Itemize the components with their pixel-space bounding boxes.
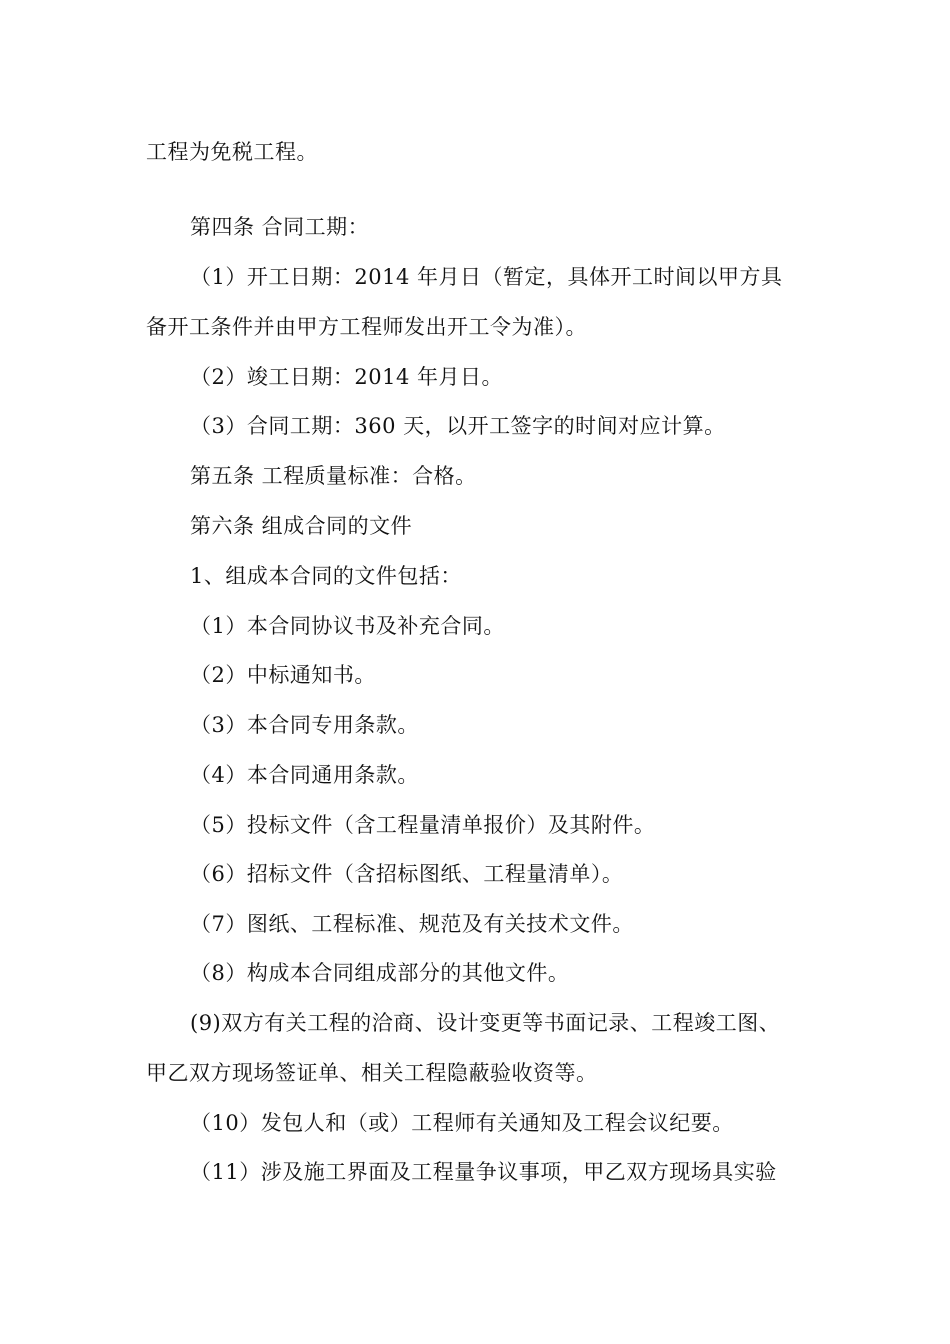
list-item-2: （2）中标通知书。 <box>190 663 376 687</box>
text-line-contract-period: （3）合同工期：360 天，以开工签字的时间对应计算。 <box>190 414 726 438</box>
list-item-10: （10）发包人和（或）工程师有关通知及工程会议纪要。 <box>190 1111 734 1135</box>
list-item-8: （8）构成本合同组成部分的其他文件。 <box>190 961 570 985</box>
list-item-5: （5）投标文件（含工程量清单报价）及其附件。 <box>190 813 656 837</box>
list-item-3: （3）本合同专用条款。 <box>190 713 419 737</box>
text-line-start-date-cont: 备开工条件并由甲方工程师发出开工令为准）。 <box>146 315 587 339</box>
list-item-9-cont: 甲乙双方现场签证单、相关工程隐蔽验收资等。 <box>146 1061 598 1085</box>
list-item-9: (9)双方有关工程的洽商、设计变更等书面记录、工程竣工图、 <box>190 1011 781 1035</box>
article-4-heading: 第四条 合同工期： <box>190 215 370 239</box>
text-line-documents-intro: 1、组成本合同的文件包括： <box>190 564 462 588</box>
text-line-tax-exempt: 工程为免税工程。 <box>146 140 318 164</box>
list-item-1: （1）本合同协议书及补充合同。 <box>190 614 505 638</box>
list-item-6: （6）招标文件（含招标图纸、工程量清单）。 <box>190 862 624 886</box>
list-item-7: （7）图纸、工程标准、规范及有关技术文件。 <box>190 912 634 936</box>
article-6-heading: 第六条 组成合同的文件 <box>190 514 413 538</box>
text-line-completion-date: （2）竣工日期：2014 年月日。 <box>190 365 503 389</box>
list-item-11: （11）涉及施工界面及工程量争议事项，甲乙双方现场具实验 <box>190 1160 777 1184</box>
list-item-4: （4）本合同通用条款。 <box>190 763 419 787</box>
article-5-heading: 第五条 工程质量标准：合格。 <box>190 464 477 488</box>
text-line-start-date: （1）开工日期：2014 年月日（暂定，具体开工时间以甲方具 <box>190 265 783 289</box>
